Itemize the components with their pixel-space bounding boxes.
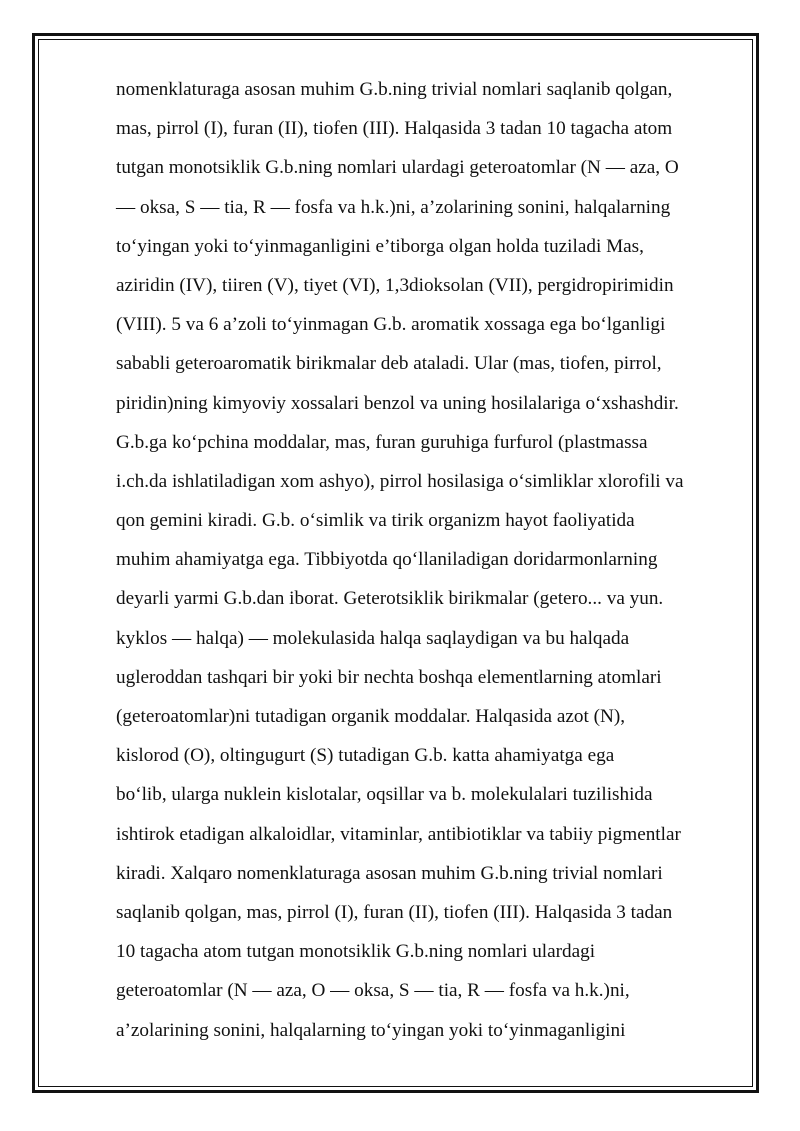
text-line: saqlanib qolgan, mas, pirrol (I), furan (II), tiofen (III). Halqasida 3 tadan bbox=[116, 901, 673, 923]
text-line: mas, pirrol (I), furan (II), tiofen (III). Halqasida 3 tadan 10 tagacha atom bbox=[116, 118, 673, 140]
text-line: nomenklaturaga asosan muhim G.b.ning trivial nomlari saqlanib qolgan, bbox=[116, 79, 673, 100]
text-line: tutgan monotsiklik G.b.ning nomlari ulardagi geteroatomlar (N — aza, O bbox=[116, 157, 679, 179]
text-line: qon gemini kiradi. G.b. o‘simlik va tirik organizm hayot faoliyatida bbox=[116, 510, 635, 532]
document-body-text bbox=[116, 70, 756, 1050]
text-line: kislorod (O), oltingugurt (S) tutadigan G.b. katta ahamiyatga ega bbox=[116, 745, 615, 767]
text-line: — oksa, S — tia, R — fosfa va h.k.)ni, a’zolarining sonini, halqalarning bbox=[116, 196, 671, 218]
text-line: kiradi. Xalqaro nomenklaturaga asosan muhim G.b.ning trivial nomlari bbox=[116, 862, 663, 884]
text-line: i.ch.da ishlatiladigan xom ashyo), pirrol hosilasiga o‘simliklar xlorofili va bbox=[116, 470, 684, 492]
text-line: to‘yingan yoki to‘yinmaganligini e’tiborga olgan holda tuziladi Mas, bbox=[116, 235, 644, 257]
text-line: (VIII). 5 va 6 a’zoli to‘yinmagan G.b. aromatik xossaga ega bo‘lganligi bbox=[116, 314, 666, 336]
text-line: bo‘lib, ularga nuklein kislotalar, oqsillar va b. molekulalari tuzilishida bbox=[116, 784, 653, 806]
text-line: sababli geteroaromatik birikmalar deb ataladi. Ular (mas, tiofen, pirrol, bbox=[116, 353, 662, 375]
text-line: piridin)ning kimyoviy xossalari benzol va uning hosilalariga o‘xshashdir. bbox=[116, 392, 679, 414]
text-line: ishtirok etadigan alkaloidlar, vitaminlar, antibiotiklar va tabiiy pigmentlar bbox=[116, 823, 681, 845]
text-line: kyklos — halqa) — molekulasida halqa saqlaydigan va bu halqada bbox=[116, 627, 630, 649]
text-line: ugleroddan tashqari bir yoki bir nechta boshqa elementlarning atomlari bbox=[116, 666, 662, 688]
text-line: muhim ahamiyatga ega. Tibbiyotda qo‘llaniladigan doridarmonlarning bbox=[116, 549, 658, 571]
text-line: (geteroatomlar)ni tutadigan organik moddalar. Halqasida azot (N), bbox=[116, 706, 626, 727]
text-line: deyarli yarmi G.b.dan iborat. Geterotsiklik birikmalar (getero... va yun. bbox=[116, 588, 664, 610]
text-line: geteroatomlar (N — aza, O — oksa, S — tia, R — fosfa va h.k.)ni, bbox=[116, 980, 630, 1002]
text-line: a’zolarining sonini, halqalarning to‘yingan yoki to‘yinmaganligini bbox=[116, 1019, 626, 1041]
text-line: aziridin (IV), tiiren (V), tiyet (VI), 1,3dioksolan (VII), pergidropirimidin bbox=[116, 274, 674, 296]
text-line: 10 tagacha atom tutgan monotsiklik G.b.ning nomlari ulardagi bbox=[116, 941, 596, 963]
text-line: G.b.ga ko‘pchina moddalar, mas, furan guruhiga furfurol (plastmassa bbox=[116, 431, 648, 453]
